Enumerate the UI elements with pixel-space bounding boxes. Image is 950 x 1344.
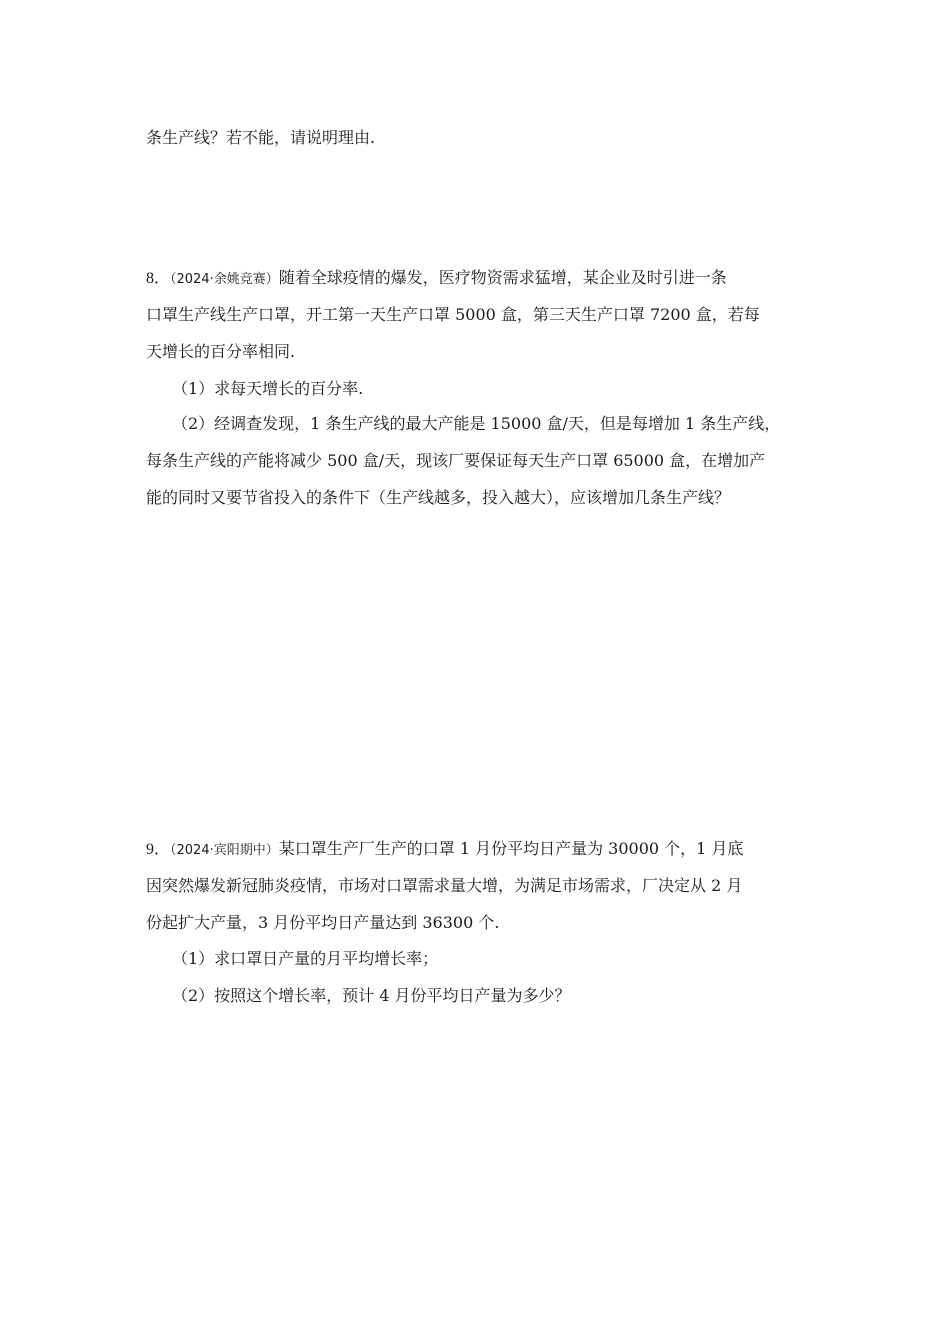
q8-number: 8． [146, 270, 171, 287]
continuation-text: 条生产线？若不能，请说明理由. [146, 128, 376, 147]
q8-stem-line-2: 口罩生产线生产口罩，开工第一天生产口罩 5000 盒，第三天生产口罩 7200 盒，若每 [146, 305, 760, 324]
q8-stem-line-3: 天增长的百分率相同. [146, 342, 296, 361]
q9-part-1: （1）求口罩日产量的月平均增长率； [172, 949, 439, 968]
q8-part-2-line-2: 每条生产线的产能将减少 500 盒/天，现该厂要保证每天生产口罩 65000 盒，在增加产 [146, 451, 766, 470]
q9-stem-text: 某口罩生产厂生产的口罩 1 月份平均日产量为 30000 个，1 月底 [278, 839, 744, 858]
q9-stem-line-3: 份起扩大产量，3 月份平均日产量达到 36300 个. [146, 913, 500, 932]
q8-part-1: （1）求每天增长的百分率. [172, 379, 364, 398]
q8-part-2-line-3: 能的同时又要节省投入的条件下（生产线越多，投入越大），应该增加几条生产线？ [146, 488, 731, 507]
q8-part-2-line-1: （2）经调查发现，1 条生产线的最大产能是 15000 盒/天，但是每增加 1 条生产线， [172, 414, 781, 433]
q9-source: （2024·宾阳期中） [170, 843, 279, 858]
q8-source: （2024·余姚竞赛） [170, 272, 279, 287]
q9-stem-line-1 [146, 839, 743, 861]
q8-stem-text: 随着全球疫情的爆发，医疗物资需求猛增，某企业及时引进一条 [278, 268, 727, 287]
q9-stem-line-2: 因突然爆发新冠肺炎疫情，市场对口罩需求量大增，为满足市场需求，厂决定从 2 月 [146, 876, 743, 895]
q9-number: 9． [146, 841, 171, 858]
q9-part-2: （2）按照这个增长率，预计 4 月份平均日产量为多少？ [172, 986, 571, 1005]
q8-stem-line-1 [146, 268, 727, 290]
